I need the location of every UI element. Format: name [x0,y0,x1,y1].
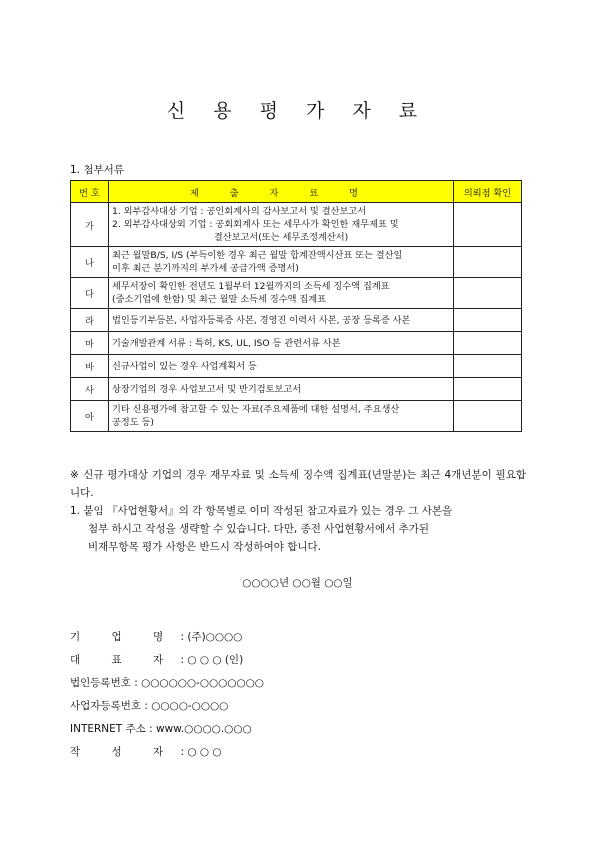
check-cell[interactable] [454,378,522,401]
row-no: 가 [71,203,109,247]
note-attachment-line1: 1. 붙임 『사업현황서』의 각 항목별로 이미 작성된 참고자료가 있는 경우 그 사본을 [70,505,453,517]
row-no: 아 [71,401,109,432]
row-content: 법인등기부등본, 사업자등록증 사본, 경영진 이력서 사본, 공장 등록증 사본 [109,309,454,332]
section-heading: 1. 첨부서류 [70,164,124,176]
biz-no-label: 사업자등록번호 [70,700,142,712]
check-cell[interactable] [454,278,522,309]
writer-value[interactable]: : ○ ○ ○ [180,746,222,758]
row-content: 기술개발관계 서류 : 특허, KS, UL, ISO 등 관련서류 사본 [109,332,454,355]
table-header-row [71,181,522,203]
header-check: 의뢰점 확인 [454,181,522,203]
row-content [109,203,454,247]
row-line: 2. 외부감사대상외 기업 : 공회회계사 또는 세무사가 확인한 재무제표 및 [112,219,399,230]
corp-no-value[interactable]: : ○○○○○○-○○○○○○○ [134,677,264,689]
row-line: 세무서장이 확인한 전년도 1월부터 12월까지의 소득세 징수액 집계표 [112,281,390,292]
row-content [109,247,454,278]
info-writer [70,741,264,764]
notes [70,466,526,556]
table-row [71,309,522,332]
check-cell[interactable] [454,203,522,247]
row-line: 이후 최근 분기까지의 부가세 공급가액 증명서) [112,263,299,274]
table-row [71,401,522,432]
row-no: 나 [71,247,109,278]
info-biz-no [70,695,264,718]
header-item: 제 출 자 료 명 [109,181,454,203]
ceo-label: 대 표 자 [70,654,178,666]
note-attachment-line2: 첨부 하시고 작성을 생략할 수 있습니다. 다만, 종전 사업현황서에서 추가된 [88,523,430,535]
document-title: 신 용 평 가 자 료 [166,100,429,122]
row-line: 기타 신용평가에 참고할 수 있는 자료(주요제품에 대한 설명서, 주요생산 [112,404,400,415]
company-label: 기 업 명 [70,631,178,643]
row-line: 최근 월말B/S, I/S (부득이한 경우 최근 월말 합계잔액시산표 또는 결산일 [112,250,403,261]
row-content [109,278,454,309]
note-new-company: ※ 신규 평가대상 기업의 경우 재무자료 및 소득세 징수액 집계표(년말분)는 최근 4개년분이 필요합니다. [70,469,526,499]
table-row [71,355,522,378]
table-row [71,247,522,278]
biz-no-value[interactable]: : ○○○○-○○○○ [144,700,229,712]
row-line: 결산보고서(또는 세무조정계산서) [213,232,349,243]
row-line: 1. 외부감사대상 기업 : 공인회계사의 감사보고서 및 결산보고서 [112,206,367,217]
row-content [109,401,454,432]
date-line: ○○○○년 ○○월 ○○일 [242,577,353,589]
table-row [71,332,522,355]
check-cell[interactable] [454,309,522,332]
check-cell[interactable] [454,332,522,355]
check-cell[interactable] [454,355,522,378]
row-no: 마 [71,332,109,355]
row-no: 다 [71,278,109,309]
company-info [70,626,264,764]
row-no: 라 [71,309,109,332]
ceo-value[interactable]: : ○ ○ ○ (인) [180,654,244,666]
info-company [70,626,264,649]
row-no: 사 [71,378,109,401]
table-row [71,203,522,247]
row-no: 바 [71,355,109,378]
company-value[interactable]: : (주)○○○○ [180,631,243,643]
internet-value[interactable]: : www.○○○○.○○○ [149,723,252,735]
internet-label: INTERNET 주소 [70,723,146,735]
check-cell[interactable] [454,247,522,278]
submission-table [70,180,522,432]
row-content: 신규사업이 있는 경우 사업계획서 등 [109,355,454,378]
info-internet [70,718,264,741]
header-no: 번 호 [71,181,109,203]
row-line: 공정도 등) [112,417,155,428]
corp-no-label: 법인등록번호 [70,677,131,689]
row-content: 상장기업의 경우 사업보고서 및 반기검토보고서 [109,378,454,401]
info-ceo [70,649,264,672]
table-row [71,278,522,309]
writer-label: 작 성 자 [70,746,178,758]
info-corp-no [70,672,264,695]
table-row [71,378,522,401]
row-line: (중소기업에 한함) 및 최근 월말 소득세 징수액 집계표 [112,294,326,305]
check-cell[interactable] [454,401,522,432]
note-attachment-line3: 비재무항목 평가 사항은 반드시 작성하여야 합니다. [88,541,322,553]
